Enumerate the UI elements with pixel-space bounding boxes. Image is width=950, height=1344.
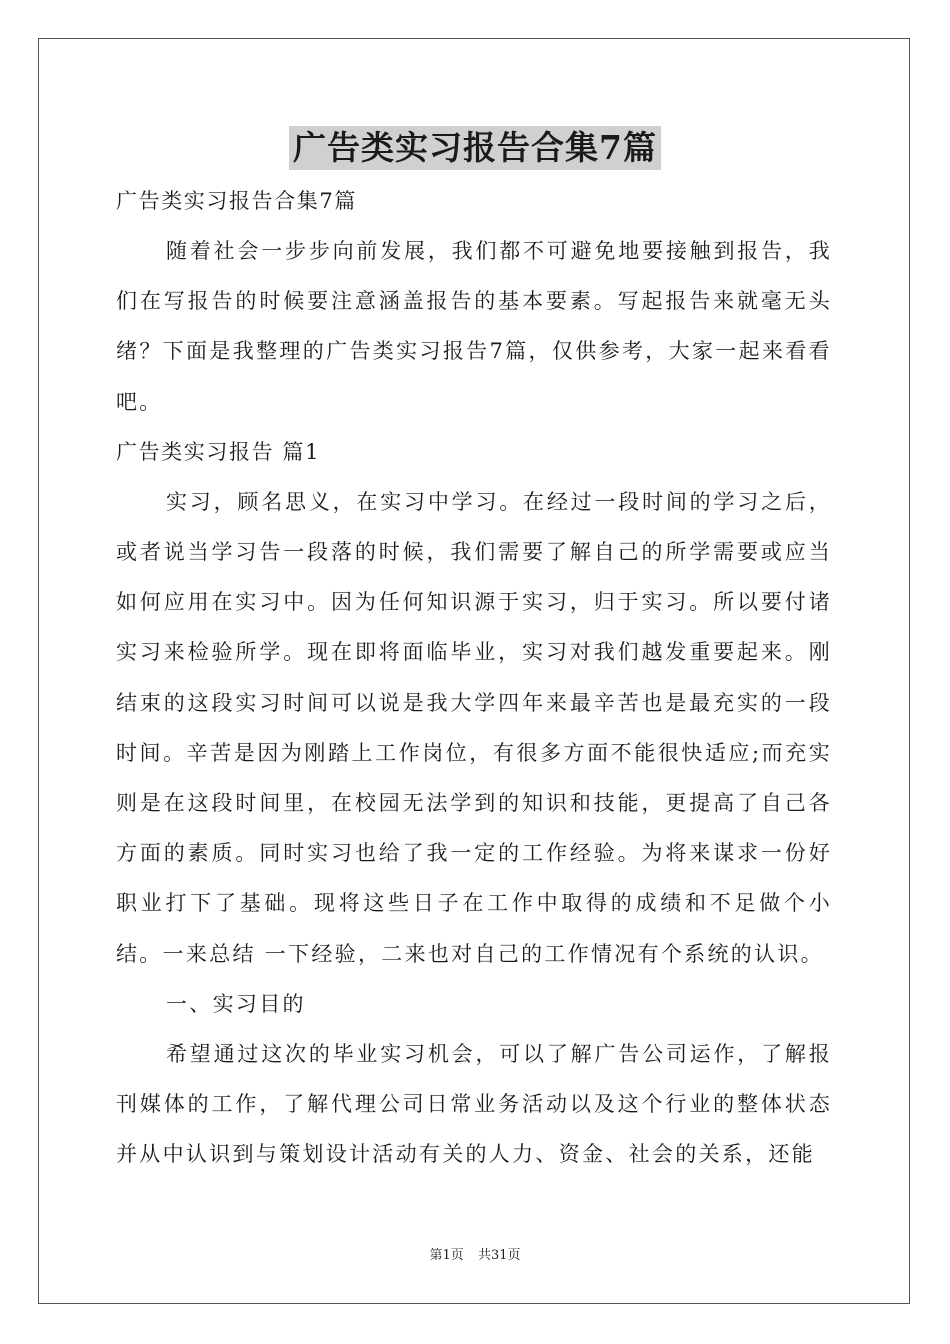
document-subtitle: 广告类实习报告合集7篇 xyxy=(116,189,357,213)
intro-paragraph: 随着社会一步步向前发展，我们都不可避免地要接触到报告，我们在写报告的时候要注意涵盖报告的基本要素。写起报告来就毫无头绪？下面是我整理的广告类实习报告7篇，仅供参考，大家一起来看看吧。 xyxy=(116,239,832,414)
body-paragraph: 实习，顾名思义，在实习中学习。在经过一段时间的学习之后，或者说当学习告一段落的时候，我们需要了解自己的所学需要或应当如何应用在实习中。因为任何知识源于实习，归于实习。所以要付诸实习来检验所学。现在即将面临毕业，实习对我们越发重要起来。刚结束的这段实习时间可以说是我大学四年来最辛苦也是最充实的一段时间。辛苦是因为刚踏上工作岗位，有很多方面不能很快适应;而充实则是在这段时间里，在校园无法学到的知识和技能，更提高了自己各方面的素质。同时实习也给了我一定的工作经验。为将来谋求一份好职业打下了基础。现将这些日子在工作中取得的成绩和不足做个小结。一来总结 一下经验，二来也对自己的工作情况有个系统的认识。 xyxy=(116,489,832,966)
body-paragraph: 希望通过这次的毕业实习机会，可以了解广告公司运作，了解报刊媒体的工作，了解代理公司日常业务活动以及这个行业的整体状态并从中认识到与策划设计活动有关的人力、资金、社会的关系，还能 xyxy=(116,1042,832,1167)
page-number: 第1页 xyxy=(429,1248,464,1263)
page-footer xyxy=(0,1244,950,1263)
title-container xyxy=(0,126,950,170)
document-body xyxy=(116,176,832,1180)
sub-heading: 一、实习目的 xyxy=(166,991,306,1016)
section-heading: 广告类实习报告 篇1 xyxy=(116,439,321,464)
document-title: 广告类实习报告合集7篇 xyxy=(289,126,661,170)
page-total: 共31页 xyxy=(477,1248,521,1263)
